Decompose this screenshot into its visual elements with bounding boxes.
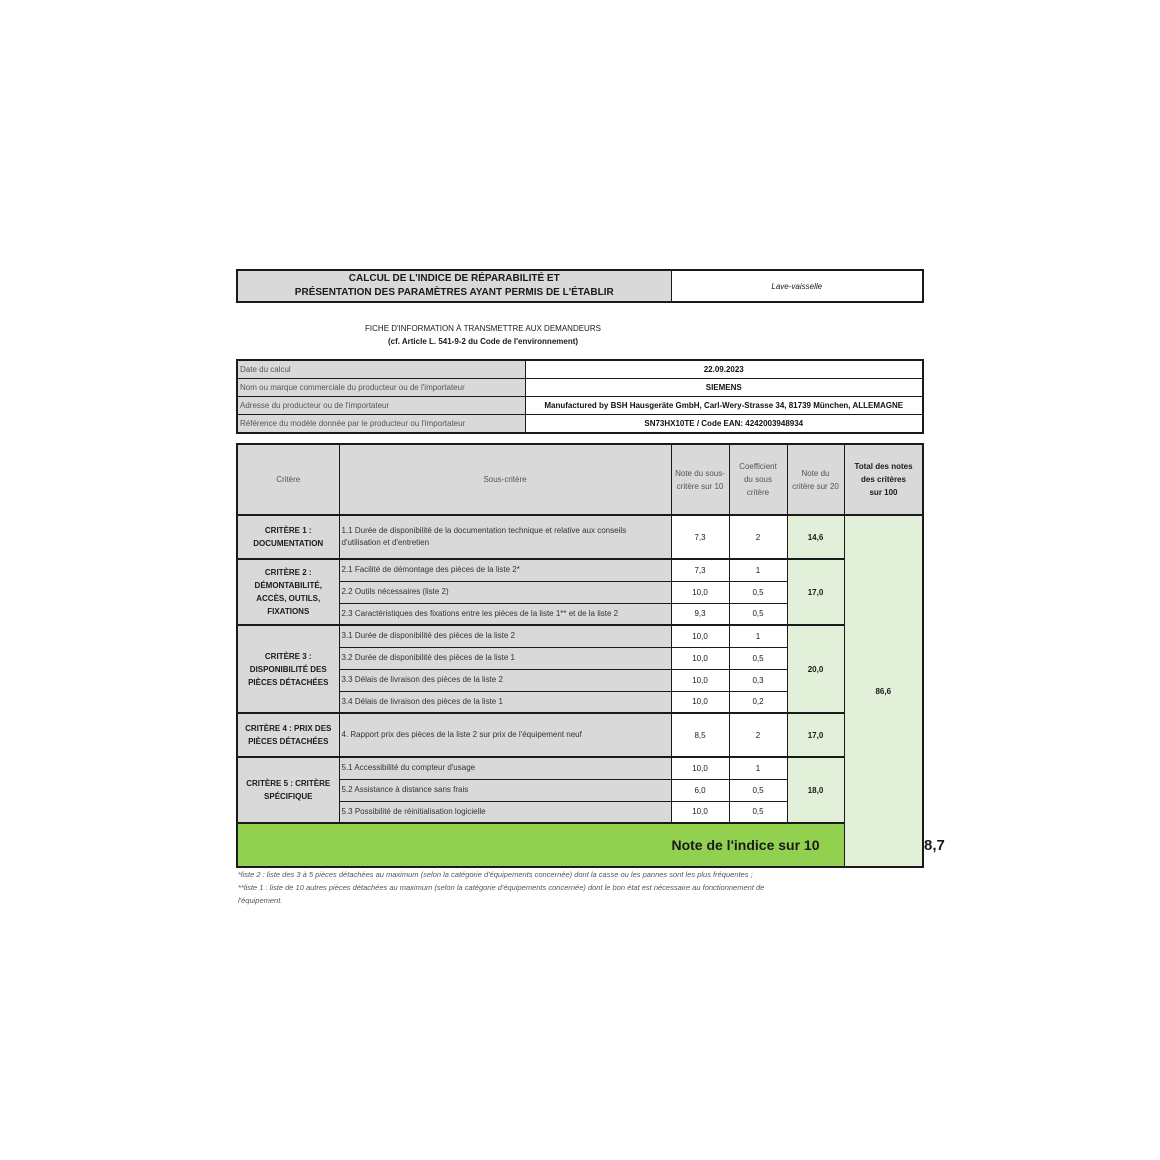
info-row-address [237,397,923,415]
info-row-date [237,360,923,379]
subcriterion-note: 6,0 [671,779,729,801]
footnote-liste-1: **liste 1 : liste de 10 autres pièces détachées au maximum (selon la catégorie d'équipements concernée) dont le bon état est nécessaire au fonctionnement de [238,883,765,892]
subcriterion-label: 2.2 Outils nécessaires (liste 2) [339,581,671,603]
subcriterion-coef: 0,5 [729,779,787,801]
col-header-note20: Note du critère sur 20 [787,444,844,515]
table-row [237,625,923,647]
subcriterion-label: 1.1 Durée de disponibilité de la documentation technique et relative aux conseils d'utilisation et d'entretien [339,515,671,559]
producer-info-table [236,359,924,434]
criterion-5-note20: 18,0 [787,757,844,823]
info-value: SN73HX10TE / Code EAN: 4242003948934 [525,415,923,434]
appliance-category: Lave-vaisselle [671,270,923,302]
table-header-row [237,444,923,515]
info-value: Manufactured by BSH Hausgeräte GmbH, Carl-Wery-Strasse 34, 81739 München, ALLEMAGNE [525,397,923,415]
criterion-2-note20: 17,0 [787,559,844,625]
subcriterion-coef: 2 [729,515,787,559]
subheader-line-1: FICHE D'INFORMATION À TRANSMETTRE AUX DEMANDEURS [365,324,601,333]
subcriterion-coef: 0,3 [729,669,787,691]
subcriterion-coef: 0,5 [729,581,787,603]
info-row-reference [237,415,923,434]
subcriterion-note: 9,3 [671,603,729,625]
criterion-3-note20: 20,0 [787,625,844,713]
title-line-1: CALCUL DE L'INDICE DE RÉPARABILITÉ ET [348,273,560,284]
subcriterion-label: 3.3 Délais de livraison des pièces de la liste 2 [339,669,671,691]
subcriterion-coef: 1 [729,757,787,779]
subcriterion-note: 8,5 [671,713,729,757]
subcriterion-coef: 1 [729,625,787,647]
criterion-4-note20: 17,0 [787,713,844,757]
subcriterion-note: 10,0 [671,625,729,647]
subcriterion-note: 10,0 [671,691,729,713]
col-header-total: Total des notes des critères sur 100 [844,444,923,515]
col-header-coef: Coefficient du sous critère [729,444,787,515]
criterion-1-note20: 14,6 [787,515,844,559]
subcriterion-note: 7,3 [671,559,729,581]
col-header-critere: Critère [237,444,339,515]
subcriterion-note: 10,0 [671,757,729,779]
subcriterion-coef: 0,2 [729,691,787,713]
info-label: Adresse du producteur ou de l'importateur [237,397,525,415]
subcriterion-label: 3.1 Durée de disponibilité des pièces de la liste 2 [339,625,671,647]
table-row [237,515,923,559]
subcriterion-note: 7,3 [671,515,729,559]
subcriterion-label: 5.2 Assistance à distance sans frais [339,779,671,801]
final-score-label: Note de l'indice sur 10 [237,823,844,867]
repairability-table [236,443,945,868]
document-title [237,270,671,302]
info-value: 22.09.2023 [525,360,923,379]
final-score-row: Note de l'indice sur 10 8,7 [237,823,923,867]
info-row-brand [237,379,923,397]
col-header-note10: Note du sous- critère sur 10 [671,444,729,515]
subcriterion-note: 10,0 [671,669,729,691]
criterion-5-name: CRITÈRE 5 : CRITÈRE SPÉCIFIQUE [237,757,339,823]
footnote-liste-1-cont: l'équipement. [238,896,283,905]
subcriterion-label: 2.1 Facilité de démontage des pièces de la liste 2* [339,559,671,581]
footnote-liste-2: *liste 2 : liste des 3 à 5 pièces détachées au maximum (selon la catégorie d'équipements concernée) dont la casse ou les pannes sont les plus fréquentes ; [238,870,753,879]
subcriterion-label: 5.3 Possibilité de réinitialisation logicielle [339,801,671,823]
criterion-1-name: CRITÈRE 1 : DOCUMENTATION [237,515,339,559]
subcriterion-label: 2.3 Caractéristiques des fixations entre les pièces de la liste 1** et de la liste 2 [339,603,671,625]
subheader [300,322,666,348]
subcriterion-label: 4. Rapport prix des pièces de la liste 2 sur prix de l'équipement neuf [339,713,671,757]
total-score-100: 86,6 [844,515,923,867]
footnotes [238,868,898,907]
col-header-sous-critere: Sous-critère [339,444,671,515]
subcriterion-coef: 2 [729,713,787,757]
subcriterion-label: 3.4 Délais de livraison des pièces de la liste 1 [339,691,671,713]
subcriterion-label: 3.2 Durée de disponibilité des pièces de la liste 1 [339,647,671,669]
info-label: Référence du modèle donnée par le producteur ou l'importateur [237,415,525,434]
subcriterion-note: 10,0 [671,647,729,669]
subheader-line-2: (cf. Article L. 541-9-2 du Code de l'environnement) [387,337,579,346]
info-label: Date du calcul [237,360,525,379]
table-row [237,559,923,581]
subcriterion-label: 5.1 Accessibilité du compteur d'usage [339,757,671,779]
title-block [236,269,924,303]
info-value: SIEMENS [525,379,923,397]
table-row [237,757,923,779]
title-line-2: PRÉSENTATION DES PARAMÈTRES AYANT PERMIS DE L'ÉTABLIR [294,287,614,298]
subcriterion-coef: 1 [729,559,787,581]
subcriterion-coef: 0,5 [729,801,787,823]
info-label: Nom ou marque commerciale du producteur ou de l'importateur [237,379,525,397]
table-row [237,713,923,757]
subcriterion-coef: 0,5 [729,647,787,669]
criterion-2-name: CRITÈRE 2 : DÉMONTABILITÉ, ACCÈS, OUTILS, FIXATIONS [237,559,339,625]
criterion-4-name: CRITÈRE 4 : PRIX DES PIÈCES DÉTACHÉES [237,713,339,757]
subcriterion-coef: 0,5 [729,603,787,625]
subcriterion-note: 10,0 [671,581,729,603]
subcriterion-note: 10,0 [671,801,729,823]
criterion-3-name: CRITÈRE 3 : DISPONIBILITÉ DES PIÈCES DÉTACHÉES [237,625,339,713]
